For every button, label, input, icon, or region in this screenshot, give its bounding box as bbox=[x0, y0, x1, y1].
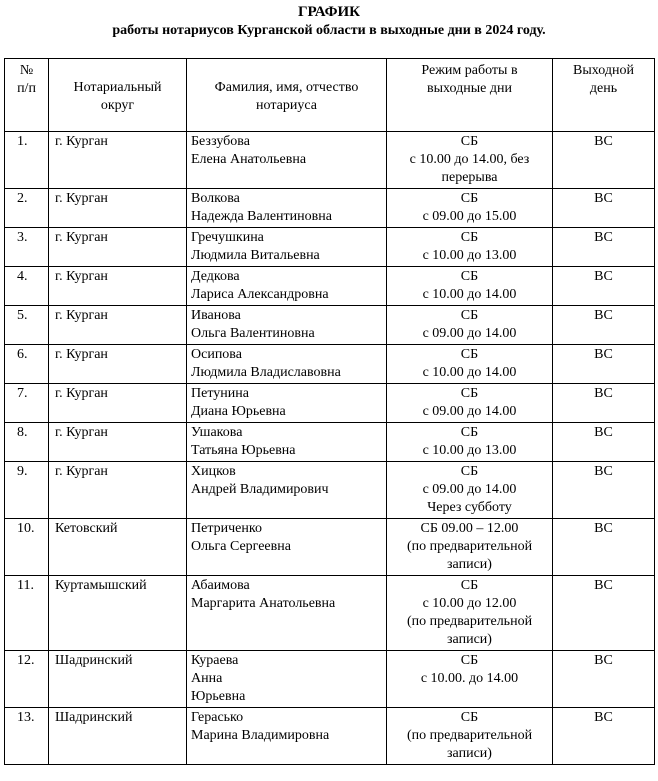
work-schedule-line: (по предварительной bbox=[406, 614, 533, 629]
row-number: 3. bbox=[5, 228, 49, 267]
table-row bbox=[5, 423, 655, 462]
header-mode-line: Режим работы в bbox=[421, 63, 518, 78]
row-number: 5. bbox=[5, 306, 49, 345]
notary-name-line: Елена Анатольевна bbox=[191, 152, 307, 167]
notary-name bbox=[187, 189, 387, 228]
work-schedule bbox=[387, 708, 553, 765]
notarial-district: г. Курган bbox=[49, 267, 187, 306]
work-schedule bbox=[387, 423, 553, 462]
table-row bbox=[5, 132, 655, 189]
header-fio-line: нотариуса bbox=[256, 98, 317, 113]
work-schedule-line: СБ bbox=[460, 269, 479, 284]
work-schedule-line: с 10.00 до 13.00 bbox=[422, 248, 517, 263]
work-schedule-line: с 10.00 до 14.00, без bbox=[409, 152, 530, 167]
notarial-district: г. Курган bbox=[49, 132, 187, 189]
table-row bbox=[5, 708, 655, 765]
day-off: ВС bbox=[553, 267, 655, 306]
notary-name-line: Надежда Валентиновна bbox=[191, 209, 332, 224]
schedule-table bbox=[4, 58, 655, 765]
notary-name-line: Дедкова bbox=[191, 269, 240, 284]
work-schedule-line: с 09.00 до 14.00 bbox=[422, 326, 517, 341]
notary-name-line: Людмила Владиславовна bbox=[191, 365, 341, 380]
notary-name-line: Петунина bbox=[191, 386, 249, 401]
notarial-district: Куртамышский bbox=[49, 576, 187, 651]
notary-name-line: Анна bbox=[191, 671, 223, 686]
day-off: ВС bbox=[553, 345, 655, 384]
header-num-line: п/п bbox=[17, 81, 36, 96]
notary-name-line: Марина Владимировна bbox=[191, 728, 330, 743]
work-schedule-line: СБ bbox=[460, 347, 479, 362]
work-schedule-line: с 10.00. до 14.00 bbox=[420, 671, 519, 686]
notary-name-line: Лариса Александровна bbox=[191, 287, 329, 302]
day-off: ВС bbox=[553, 306, 655, 345]
table-row bbox=[5, 189, 655, 228]
row-number: 12. bbox=[5, 651, 49, 708]
notary-name-line: Волкова bbox=[191, 191, 240, 206]
work-schedule bbox=[387, 189, 553, 228]
row-number: 8. bbox=[5, 423, 49, 462]
notary-name-line: Андрей Владимирович bbox=[191, 482, 329, 497]
header-num bbox=[5, 59, 49, 132]
notarial-district: Шадринский bbox=[49, 651, 187, 708]
notary-name-line: Кураева bbox=[191, 653, 239, 668]
work-schedule-line: записи) bbox=[447, 557, 492, 572]
notarial-district: г. Курган bbox=[49, 228, 187, 267]
notary-name-line: Ольга Валентиновна bbox=[191, 326, 315, 341]
row-number: 9. bbox=[5, 462, 49, 519]
header-dayoff-line: Выходной bbox=[573, 63, 634, 78]
table-header-row bbox=[5, 59, 655, 132]
work-schedule-line: с 10.00 до 13.00 bbox=[422, 443, 517, 458]
day-off: ВС bbox=[553, 519, 655, 576]
header-dayoff-line: день bbox=[589, 81, 618, 96]
work-schedule-line: (по предварительной bbox=[406, 539, 533, 554]
day-off: ВС bbox=[553, 189, 655, 228]
notary-name-line: Гречушкина bbox=[191, 230, 264, 245]
notary-name bbox=[187, 228, 387, 267]
work-schedule-line: СБ bbox=[460, 308, 479, 323]
notary-name-line: Людмила Витальевна bbox=[191, 248, 320, 263]
table-row bbox=[5, 462, 655, 519]
notary-name-line: Осипова bbox=[191, 347, 242, 362]
work-schedule-line: СБ bbox=[460, 386, 479, 401]
row-number: 6. bbox=[5, 345, 49, 384]
notary-name-line: Иванова bbox=[191, 308, 241, 323]
notary-name-line: Гераcько bbox=[191, 710, 244, 725]
notary-name-line: Абаимова bbox=[191, 578, 250, 593]
header-mode bbox=[387, 59, 553, 132]
notarial-district: г. Курган bbox=[49, 345, 187, 384]
notary-name-line: Диана Юрьевна bbox=[191, 404, 286, 419]
header-okrug bbox=[49, 59, 187, 132]
work-schedule-line: (по предварительной bbox=[406, 728, 533, 743]
notary-name bbox=[187, 306, 387, 345]
work-schedule bbox=[387, 345, 553, 384]
work-schedule bbox=[387, 306, 553, 345]
notarial-district: г. Курган bbox=[49, 462, 187, 519]
work-schedule-line: записи) bbox=[447, 632, 492, 647]
day-off: ВС bbox=[553, 384, 655, 423]
row-number: 11. bbox=[5, 576, 49, 651]
notary-name bbox=[187, 708, 387, 765]
notarial-district: г. Курган bbox=[49, 384, 187, 423]
work-schedule-line: СБ bbox=[460, 425, 479, 440]
day-off: ВС bbox=[553, 576, 655, 651]
work-schedule-line: перерыва bbox=[441, 170, 498, 185]
work-schedule-line: с 09.00 до 14.00 bbox=[422, 404, 517, 419]
header-mode-line: выходные дни bbox=[427, 81, 512, 96]
header-fio bbox=[187, 59, 387, 132]
day-off: ВС bbox=[553, 708, 655, 765]
notary-name-line: Беззубова bbox=[191, 134, 250, 149]
header-okrug-line: округ bbox=[100, 98, 135, 113]
notary-name-line: Хицков bbox=[191, 464, 236, 479]
work-schedule-line: записи) bbox=[447, 746, 492, 761]
row-number: 13. bbox=[5, 708, 49, 765]
day-off: ВС bbox=[553, 462, 655, 519]
work-schedule-line: СБ bbox=[460, 710, 479, 725]
notary-name-line: Петриченко bbox=[191, 521, 262, 536]
row-number: 4. bbox=[5, 267, 49, 306]
header-okrug-line: Нотариальный bbox=[73, 80, 162, 95]
work-schedule-line: с 10.00 до 12.00 bbox=[422, 596, 517, 611]
table-row bbox=[5, 651, 655, 708]
notarial-district: г. Курган bbox=[49, 306, 187, 345]
header-dayoff bbox=[553, 59, 655, 132]
notary-name-line: Татьяна Юрьевна bbox=[191, 443, 296, 458]
notary-name-line: Ушакова bbox=[191, 425, 243, 440]
work-schedule bbox=[387, 576, 553, 651]
notary-name-line: Ольга Сергеевна bbox=[191, 539, 291, 554]
work-schedule-line: СБ 09.00 – 12.00 bbox=[420, 521, 519, 536]
table-row bbox=[5, 228, 655, 267]
notary-name bbox=[187, 576, 387, 651]
work-schedule bbox=[387, 132, 553, 189]
work-schedule-line: СБ bbox=[460, 230, 479, 245]
table-row bbox=[5, 267, 655, 306]
notary-name bbox=[187, 462, 387, 519]
day-off: ВС bbox=[553, 423, 655, 462]
work-schedule bbox=[387, 267, 553, 306]
work-schedule bbox=[387, 228, 553, 267]
table-row bbox=[5, 519, 655, 576]
work-schedule bbox=[387, 384, 553, 423]
header-fio-line: Фамилия, имя, отчество bbox=[214, 80, 359, 95]
work-schedule-line: СБ bbox=[460, 134, 479, 149]
day-off: ВС bbox=[553, 228, 655, 267]
notary-name bbox=[187, 345, 387, 384]
document-subtitle: работы нотариусов Курганской области в выходные дни в 2024 году. bbox=[112, 23, 546, 38]
work-schedule-line: СБ bbox=[460, 578, 479, 593]
row-number: 2. bbox=[5, 189, 49, 228]
day-off: ВС bbox=[553, 132, 655, 189]
header-num-line: № bbox=[19, 63, 34, 78]
notary-name bbox=[187, 384, 387, 423]
day-off: ВС bbox=[553, 651, 655, 708]
notarial-district: г. Курган bbox=[49, 189, 187, 228]
notary-name bbox=[187, 423, 387, 462]
table-row bbox=[5, 345, 655, 384]
work-schedule-line: с 09.00 до 15.00 bbox=[422, 209, 517, 224]
table-row bbox=[5, 576, 655, 651]
work-schedule-line: СБ bbox=[460, 653, 479, 668]
notary-name bbox=[187, 267, 387, 306]
work-schedule bbox=[387, 651, 553, 708]
notarial-district: Кетовский bbox=[49, 519, 187, 576]
work-schedule-line: с 10.00 до 14.00 bbox=[422, 287, 517, 302]
notarial-district: г. Курган bbox=[49, 423, 187, 462]
work-schedule-line: СБ bbox=[460, 464, 479, 479]
work-schedule-line: СБ bbox=[460, 191, 479, 206]
work-schedule bbox=[387, 519, 553, 576]
notary-name bbox=[187, 132, 387, 189]
table-row bbox=[5, 384, 655, 423]
work-schedule bbox=[387, 462, 553, 519]
notary-name-line: Юрьевна bbox=[191, 689, 246, 704]
document-title: ГРАФИК bbox=[297, 4, 361, 20]
work-schedule-line: Через субботу bbox=[427, 500, 512, 515]
row-number: 10. bbox=[5, 519, 49, 576]
table-body bbox=[5, 132, 655, 765]
notary-name bbox=[187, 651, 387, 708]
work-schedule-line: с 10.00 до 14.00 bbox=[422, 365, 517, 380]
row-number: 7. bbox=[5, 384, 49, 423]
work-schedule-line: с 09.00 до 14.00 bbox=[422, 482, 517, 497]
row-number: 1. bbox=[5, 132, 49, 189]
notary-name bbox=[187, 519, 387, 576]
table-row bbox=[5, 306, 655, 345]
notary-name-line: Маргарита Анатольевна bbox=[191, 596, 336, 611]
notarial-district: Шадринский bbox=[49, 708, 187, 765]
